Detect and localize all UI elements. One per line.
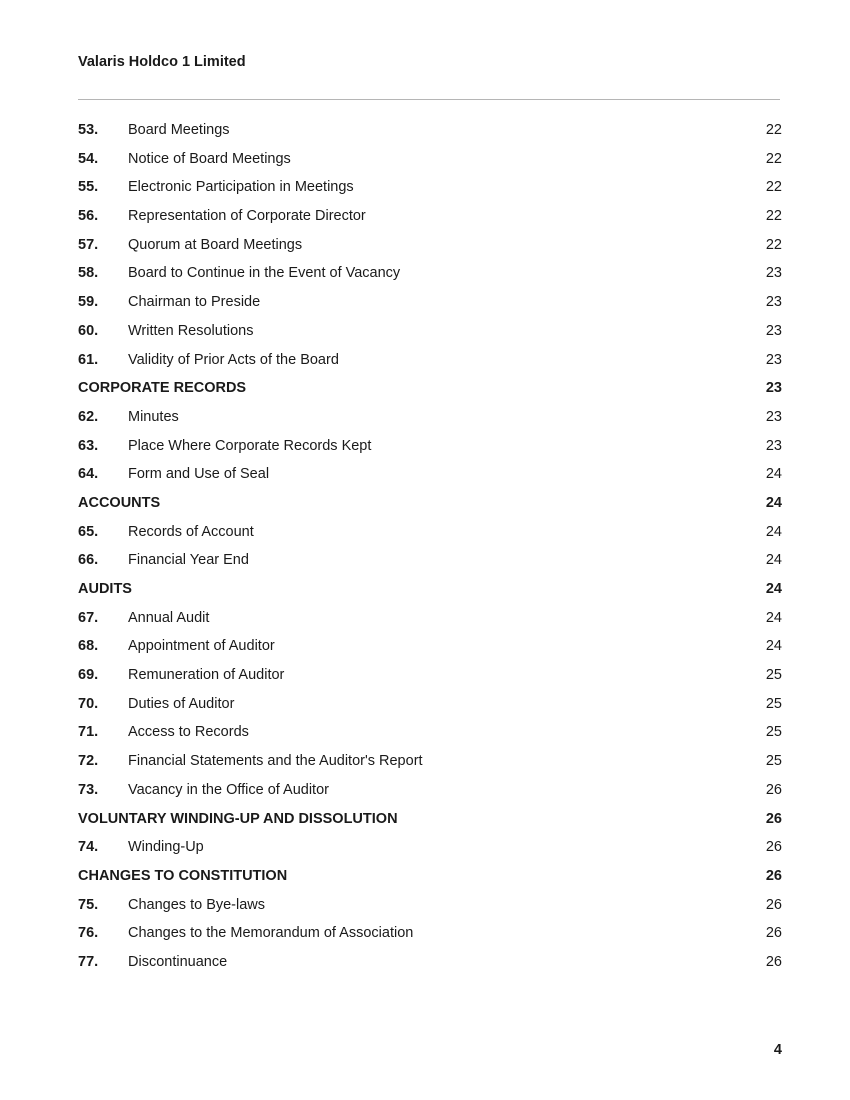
toc-entry-title: Validity of Prior Acts of the Board bbox=[128, 351, 339, 368]
toc-entry-number: 62. bbox=[78, 408, 99, 425]
toc-entry bbox=[78, 833, 782, 862]
toc-entry-title: Board Meetings bbox=[128, 122, 230, 138]
toc-section-heading bbox=[78, 805, 782, 834]
toc-entry-title: Vacancy in the Office of Auditor bbox=[128, 781, 329, 798]
toc-page-number: 25 bbox=[765, 667, 782, 684]
toc-entry bbox=[78, 518, 782, 547]
toc-section-title: CORPORATE RECORDS bbox=[78, 380, 247, 397]
toc-entry-number: 74. bbox=[78, 839, 99, 856]
toc-entry bbox=[78, 145, 782, 174]
toc-page-number: 24 bbox=[765, 523, 782, 540]
toc-entry-number: 59. bbox=[78, 294, 99, 311]
toc-page-number: 23 bbox=[765, 380, 782, 397]
toc-page-number: 26 bbox=[765, 953, 782, 970]
toc-entry-title: Chairman to Preside bbox=[128, 294, 261, 311]
toc-entry-number: 60. bbox=[78, 322, 99, 339]
toc-page-number: 24 bbox=[765, 494, 782, 511]
toc-entry-number: 77. bbox=[78, 953, 99, 970]
toc-entry-title: Duties of Auditor bbox=[128, 695, 235, 712]
toc-page-number: 23 bbox=[765, 408, 782, 425]
toc-entry-title: Place Where Corporate Records Kept bbox=[128, 437, 372, 454]
toc-page-number: 26 bbox=[765, 867, 782, 884]
toc-entry-title: Financial Statements and the Auditor's Report bbox=[128, 753, 423, 770]
toc-page-number: 24 bbox=[765, 581, 782, 597]
toc-entry bbox=[78, 747, 782, 776]
toc-entry-title: Notice of Board Meetings bbox=[128, 150, 291, 167]
toc-page-number: 24 bbox=[765, 638, 782, 655]
toc-entry bbox=[78, 173, 782, 202]
toc-entry-number: 57. bbox=[78, 236, 99, 253]
toc-page-number: 26 bbox=[765, 925, 782, 942]
toc-entry-number: 67. bbox=[78, 609, 99, 626]
toc-entry bbox=[78, 231, 782, 260]
toc-entry bbox=[78, 891, 782, 920]
toc-entry bbox=[78, 403, 782, 432]
toc-entry-number: 69. bbox=[78, 667, 99, 684]
toc-entry bbox=[78, 317, 782, 346]
toc-entry-title: Discontinuance bbox=[128, 953, 228, 970]
toc-page-number: 22 bbox=[765, 236, 782, 253]
toc-page-number: 22 bbox=[765, 150, 782, 167]
toc-section-title: AUDITS bbox=[78, 581, 132, 597]
toc-entry-title: Electronic Participation in Meetings bbox=[128, 179, 354, 196]
toc-entry bbox=[78, 288, 782, 317]
toc-entry bbox=[78, 460, 782, 489]
toc-entry-number: 72. bbox=[78, 753, 99, 770]
toc-entry-title: Minutes bbox=[128, 408, 179, 425]
toc-entry bbox=[78, 919, 782, 948]
toc-entry bbox=[78, 632, 782, 661]
toc-page-number: 25 bbox=[765, 753, 782, 770]
toc-entry-title: Access to Records bbox=[128, 724, 249, 741]
toc-page-number: 26 bbox=[765, 839, 782, 856]
toc-entry bbox=[78, 432, 782, 461]
toc-entry-title: Board to Continue in the Event of Vacancy bbox=[128, 265, 401, 282]
toc-entry-title: Annual Audit bbox=[128, 609, 210, 626]
toc-entry bbox=[78, 604, 782, 633]
table-of-contents bbox=[78, 116, 782, 977]
toc-entry-number: 73. bbox=[78, 781, 99, 798]
toc-page-number: 24 bbox=[765, 552, 782, 569]
toc-entry-number: 64. bbox=[78, 466, 99, 483]
header-divider bbox=[78, 99, 780, 100]
toc-entry-number: 76. bbox=[78, 925, 99, 942]
toc-page-number: 26 bbox=[765, 810, 782, 827]
toc-entry-title: Written Resolutions bbox=[128, 322, 254, 339]
toc-page-number: 25 bbox=[765, 724, 782, 741]
toc-entry-number: 54. bbox=[78, 150, 99, 167]
toc-entry-number: 63. bbox=[78, 437, 99, 454]
toc-section-heading bbox=[78, 489, 782, 518]
toc-page-number: 23 bbox=[765, 294, 782, 311]
toc-entry-title: Winding-Up bbox=[128, 839, 204, 856]
toc-page-number: 22 bbox=[765, 179, 782, 196]
toc-entry-number: 68. bbox=[78, 638, 99, 655]
toc-page-number: 22 bbox=[765, 122, 782, 138]
toc-entry-title: Changes to Bye-laws bbox=[128, 896, 266, 913]
toc-page-number: 25 bbox=[765, 695, 782, 712]
toc-entry bbox=[78, 346, 782, 375]
toc-entry-number: 61. bbox=[78, 351, 99, 368]
toc-entry bbox=[78, 661, 782, 690]
toc-entry-title: Appointment of Auditor bbox=[128, 638, 275, 655]
toc-entry-number: 65. bbox=[78, 523, 99, 540]
page-number: 4 bbox=[773, 1042, 782, 1058]
toc-entry-title: Quorum at Board Meetings bbox=[128, 236, 303, 253]
toc-page-number: 26 bbox=[765, 896, 782, 913]
toc-entry-title: Records of Account bbox=[128, 523, 254, 540]
toc-entry-number: 66. bbox=[78, 552, 99, 569]
toc-section-title: CHANGES TO CONSTITUTION bbox=[78, 867, 288, 884]
toc-entry-number: 53. bbox=[78, 122, 99, 138]
toc-page-number: 24 bbox=[765, 609, 782, 626]
company-name: Valaris Holdco 1 Limited bbox=[78, 54, 246, 70]
toc-page-number: 23 bbox=[765, 437, 782, 454]
toc-entry bbox=[78, 718, 782, 747]
toc-entry-number: 75. bbox=[78, 896, 99, 913]
toc-entry-title: Form and Use of Seal bbox=[128, 466, 270, 483]
toc-entry-title: Financial Year End bbox=[128, 552, 249, 569]
toc-entry-title: Remuneration of Auditor bbox=[128, 667, 285, 684]
toc-entry-number: 71. bbox=[78, 724, 99, 741]
toc-entry-number: 70. bbox=[78, 695, 99, 712]
toc-page-number: 22 bbox=[765, 208, 782, 225]
toc-page-number: 24 bbox=[765, 466, 782, 483]
toc-entry-title: Representation of Corporate Director bbox=[128, 208, 366, 225]
toc-section-title: ACCOUNTS bbox=[78, 494, 161, 511]
toc-entry-number: 56. bbox=[78, 208, 99, 225]
toc-page-number: 26 bbox=[765, 781, 782, 798]
toc-page-number: 23 bbox=[765, 322, 782, 339]
toc-entry-title: Changes to the Memorandum of Association bbox=[128, 925, 414, 942]
toc-entry bbox=[78, 776, 782, 805]
toc-entry bbox=[78, 259, 782, 288]
toc-entry-number: 58. bbox=[78, 265, 99, 282]
toc-entry bbox=[78, 546, 782, 575]
toc-section-title: VOLUNTARY WINDING-UP AND DISSOLUTION bbox=[78, 810, 398, 827]
toc-entry bbox=[78, 690, 782, 719]
toc-entry bbox=[78, 116, 782, 145]
toc-entry bbox=[78, 948, 782, 977]
toc-section-heading bbox=[78, 575, 782, 604]
toc-page-number: 23 bbox=[765, 351, 782, 368]
toc-section-heading bbox=[78, 862, 782, 891]
toc-entry-number: 55. bbox=[78, 179, 99, 196]
toc-section-heading bbox=[78, 374, 782, 403]
toc-page-number: 23 bbox=[765, 265, 782, 282]
toc-entry bbox=[78, 202, 782, 231]
